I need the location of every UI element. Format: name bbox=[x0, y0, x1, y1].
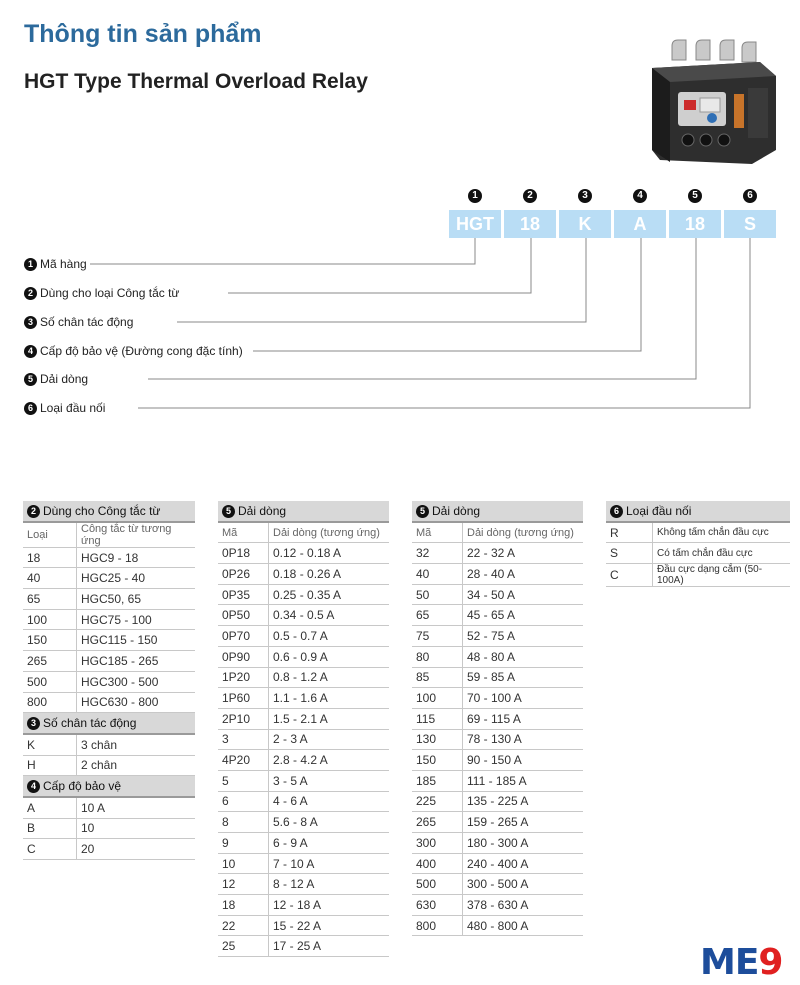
column-header: Mã bbox=[218, 522, 269, 543]
code-cell: 50 bbox=[412, 584, 463, 605]
code-cell: 65 bbox=[412, 605, 463, 626]
table-row bbox=[412, 770, 583, 791]
table-row bbox=[412, 667, 583, 688]
table-row bbox=[606, 522, 790, 543]
column-headers bbox=[412, 522, 583, 543]
code-box-series: HGT bbox=[449, 210, 501, 238]
code-segment-2 bbox=[504, 185, 556, 238]
table-header bbox=[23, 501, 195, 522]
code-cell: 40 bbox=[412, 564, 463, 585]
code-cell: 4P20 bbox=[218, 750, 269, 771]
value-cell: 159 - 265 A bbox=[463, 812, 584, 833]
section-badge: 3 bbox=[27, 717, 40, 730]
code-cell: C bbox=[23, 839, 77, 860]
value-cell: 34 - 50 A bbox=[463, 584, 584, 605]
table-row bbox=[412, 646, 583, 667]
table-row bbox=[412, 564, 583, 585]
value-cell: 15 - 22 A bbox=[269, 915, 390, 936]
legend-item-6 bbox=[24, 401, 105, 415]
table-row bbox=[412, 729, 583, 750]
code-cell: 0P90 bbox=[218, 646, 269, 667]
value-cell: 52 - 75 A bbox=[463, 626, 584, 647]
code-cell: 150 bbox=[412, 750, 463, 771]
value-cell: 17 - 25 A bbox=[269, 936, 390, 957]
code-cell: 25 bbox=[218, 936, 269, 957]
code-box-protection: A bbox=[614, 210, 666, 238]
code-cell: 1P20 bbox=[218, 667, 269, 688]
code-cell: 100 bbox=[412, 688, 463, 709]
section-badge: 2 bbox=[27, 505, 40, 518]
code-cell: A bbox=[23, 797, 77, 818]
legend-item-4 bbox=[24, 344, 243, 358]
badge-1: 1 bbox=[468, 189, 482, 203]
value-cell: 7 - 10 A bbox=[269, 853, 390, 874]
badge-5: 5 bbox=[688, 189, 702, 203]
code-cell: 0P50 bbox=[218, 605, 269, 626]
value-cell: HGC9 - 18 bbox=[77, 547, 196, 568]
code-cell: 12 bbox=[218, 874, 269, 895]
value-cell: 180 - 300 A bbox=[463, 833, 584, 854]
code-cell: 85 bbox=[412, 667, 463, 688]
legend-item-1 bbox=[24, 257, 87, 271]
table-row bbox=[218, 833, 389, 854]
table-row bbox=[412, 915, 583, 936]
value-cell: 135 - 225 A bbox=[463, 791, 584, 812]
code-cell: 8 bbox=[218, 812, 269, 833]
legend-item-3 bbox=[24, 315, 133, 329]
value-cell: 2 chân bbox=[77, 755, 196, 776]
code-cell: 22 bbox=[218, 915, 269, 936]
code-cell: 500 bbox=[23, 671, 77, 692]
value-cell: 4 - 6 A bbox=[269, 791, 390, 812]
value-cell: Đầu cực dạng cắm (50-100A) bbox=[653, 564, 791, 587]
code-cell: 225 bbox=[412, 791, 463, 812]
section-title: Dải dòng bbox=[432, 503, 481, 518]
code-cell: R bbox=[606, 522, 653, 543]
code-cell: 1P60 bbox=[218, 688, 269, 709]
code-cell: 18 bbox=[218, 895, 269, 916]
badge-2: 2 bbox=[523, 189, 537, 203]
column-header: Công tắc từ tương ứng bbox=[77, 522, 196, 548]
table-row bbox=[218, 812, 389, 833]
range-table-1 bbox=[218, 501, 389, 957]
value-cell: 1.1 - 1.6 A bbox=[269, 688, 390, 709]
column-header: Dải dòng (tương ứng) bbox=[463, 522, 584, 543]
table-row bbox=[606, 543, 790, 564]
code-segment-3 bbox=[559, 185, 611, 238]
legend-item-2 bbox=[24, 286, 179, 300]
code-cell: 0P26 bbox=[218, 564, 269, 585]
legend-label: Loại đầu nối bbox=[40, 401, 106, 415]
value-cell: 69 - 115 A bbox=[463, 708, 584, 729]
value-cell: 0.18 - 0.26 A bbox=[269, 564, 390, 585]
legend-badge: 4 bbox=[24, 345, 37, 358]
value-cell: 59 - 85 A bbox=[463, 667, 584, 688]
code-cell: 115 bbox=[412, 708, 463, 729]
table-row bbox=[23, 839, 195, 860]
value-cell: 28 - 40 A bbox=[463, 564, 584, 585]
code-cell: 100 bbox=[23, 609, 77, 630]
table-row bbox=[412, 791, 583, 812]
value-cell: HGC75 - 100 bbox=[77, 609, 196, 630]
value-cell: 10 bbox=[77, 818, 196, 839]
table-row bbox=[412, 833, 583, 854]
value-cell: 2.8 - 4.2 A bbox=[269, 750, 390, 771]
table-row bbox=[606, 564, 790, 587]
table-row bbox=[23, 568, 195, 589]
table-row bbox=[23, 755, 195, 776]
table-row bbox=[412, 543, 583, 564]
table-row bbox=[218, 626, 389, 647]
range-table-2 bbox=[412, 501, 583, 936]
code-segment-5 bbox=[669, 185, 721, 238]
table-row bbox=[412, 708, 583, 729]
table-row bbox=[412, 688, 583, 709]
table-row bbox=[218, 791, 389, 812]
code-box-range: 18 bbox=[669, 210, 721, 238]
value-cell: HGC185 - 265 bbox=[77, 651, 196, 672]
value-cell: HGC50, 65 bbox=[77, 589, 196, 610]
code-cell: 10 bbox=[218, 853, 269, 874]
table-row bbox=[412, 895, 583, 916]
value-cell: HGC25 - 40 bbox=[77, 568, 196, 589]
table-row bbox=[218, 895, 389, 916]
code-cell: 800 bbox=[23, 692, 77, 713]
table-row bbox=[23, 671, 195, 692]
code-cell: 3 bbox=[218, 729, 269, 750]
column-header: Mã bbox=[412, 522, 463, 543]
legend-badge: 2 bbox=[24, 287, 37, 300]
value-cell: 0.34 - 0.5 A bbox=[269, 605, 390, 626]
value-cell: 78 - 130 A bbox=[463, 729, 584, 750]
table-header bbox=[606, 501, 790, 522]
table-row bbox=[23, 630, 195, 651]
code-cell: 185 bbox=[412, 770, 463, 791]
code-cell: 0P35 bbox=[218, 584, 269, 605]
legend-label: Mã hàng bbox=[40, 257, 87, 271]
section-title: Dùng cho Công tắc từ bbox=[43, 503, 161, 518]
column-header: Dải dòng (tương ứng) bbox=[269, 522, 390, 543]
value-cell: 6 - 9 A bbox=[269, 833, 390, 854]
terminal-table bbox=[606, 501, 790, 587]
code-segment-4 bbox=[614, 185, 666, 238]
code-cell: 9 bbox=[218, 833, 269, 854]
code-box-terminal: S bbox=[724, 210, 776, 238]
section-badge: 4 bbox=[27, 780, 40, 793]
code-cell: 5 bbox=[218, 770, 269, 791]
value-cell: 378 - 630 A bbox=[463, 895, 584, 916]
badge-6: 6 bbox=[743, 189, 757, 203]
code-cell: 800 bbox=[412, 915, 463, 936]
code-cell: 400 bbox=[412, 853, 463, 874]
table-row bbox=[218, 853, 389, 874]
table-row bbox=[218, 688, 389, 709]
value-cell: 3 chân bbox=[77, 734, 196, 755]
legend-label: Dùng cho loại Công tắc từ bbox=[40, 286, 180, 300]
section-title: Số chân tác động bbox=[43, 716, 137, 731]
table-row bbox=[23, 651, 195, 672]
table-row bbox=[218, 915, 389, 936]
model-code bbox=[449, 185, 779, 237]
table-row bbox=[218, 708, 389, 729]
value-cell: HGC300 - 500 bbox=[77, 671, 196, 692]
column-header: Loại bbox=[23, 522, 77, 548]
value-cell: 20 bbox=[77, 839, 196, 860]
legend-item-5 bbox=[24, 372, 88, 386]
code-cell: S bbox=[606, 543, 653, 564]
code-cell: 2P10 bbox=[218, 708, 269, 729]
value-cell: 0.25 - 0.35 A bbox=[269, 584, 390, 605]
code-cell: H bbox=[23, 755, 77, 776]
table-row bbox=[218, 667, 389, 688]
table-row bbox=[218, 605, 389, 626]
code-segment-6 bbox=[724, 185, 776, 238]
code-cell: 0P70 bbox=[218, 626, 269, 647]
table-header bbox=[218, 501, 389, 522]
table-header bbox=[23, 713, 195, 734]
contactor-table bbox=[23, 501, 195, 860]
value-cell: 12 - 18 A bbox=[269, 895, 390, 916]
section-badge: 5 bbox=[416, 505, 429, 518]
section-title: Dải dòng bbox=[238, 503, 287, 518]
value-cell: 8 - 12 A bbox=[269, 874, 390, 895]
me9-logo: ME9 bbox=[700, 942, 783, 983]
badge-4: 4 bbox=[633, 189, 647, 203]
code-cell: 80 bbox=[412, 646, 463, 667]
table-row bbox=[218, 770, 389, 791]
value-cell: 1.5 - 2.1 A bbox=[269, 708, 390, 729]
legend-label: Số chân tác động bbox=[40, 315, 134, 329]
table-header bbox=[23, 776, 195, 797]
table-row bbox=[23, 818, 195, 839]
table-row bbox=[23, 547, 195, 568]
value-cell: 5.6 - 8 A bbox=[269, 812, 390, 833]
legend-badge: 3 bbox=[24, 316, 37, 329]
code-cell: 6 bbox=[218, 791, 269, 812]
table-row bbox=[218, 564, 389, 585]
legend-label: Dải dòng bbox=[40, 372, 89, 386]
section-badge: 6 bbox=[610, 505, 623, 518]
code-cell: 75 bbox=[412, 626, 463, 647]
value-cell: 10 A bbox=[77, 797, 196, 818]
column-headers bbox=[218, 522, 389, 543]
value-cell: 240 - 400 A bbox=[463, 853, 584, 874]
code-cell: 265 bbox=[23, 651, 77, 672]
code-cell: 265 bbox=[412, 812, 463, 833]
legend-badge: 1 bbox=[24, 258, 37, 271]
column-headers bbox=[23, 522, 195, 548]
code-cell: 18 bbox=[23, 547, 77, 568]
value-cell: 2 - 3 A bbox=[269, 729, 390, 750]
code-cell: C bbox=[606, 564, 653, 587]
value-cell: HGC630 - 800 bbox=[77, 692, 196, 713]
code-cell: 630 bbox=[412, 895, 463, 916]
value-cell: 22 - 32 A bbox=[463, 543, 584, 564]
table-row bbox=[23, 734, 195, 755]
table-row bbox=[218, 936, 389, 957]
code-box-pins: K bbox=[559, 210, 611, 238]
table-row bbox=[218, 543, 389, 564]
value-cell: 48 - 80 A bbox=[463, 646, 584, 667]
code-cell: B bbox=[23, 818, 77, 839]
code-cell: 0P18 bbox=[218, 543, 269, 564]
table-row bbox=[23, 692, 195, 713]
value-cell: 0.8 - 1.2 A bbox=[269, 667, 390, 688]
value-cell: 90 - 150 A bbox=[463, 750, 584, 771]
code-box-contactor: 18 bbox=[504, 210, 556, 238]
table-row bbox=[218, 646, 389, 667]
table-row bbox=[412, 812, 583, 833]
value-cell: 70 - 100 A bbox=[463, 688, 584, 709]
code-cell: 130 bbox=[412, 729, 463, 750]
code-segment-1 bbox=[449, 185, 501, 238]
table-row bbox=[412, 605, 583, 626]
legend-badge: 5 bbox=[24, 373, 37, 386]
table-header bbox=[412, 501, 583, 522]
code-cell: K bbox=[23, 734, 77, 755]
table-row bbox=[23, 609, 195, 630]
table-row bbox=[23, 797, 195, 818]
table-row bbox=[218, 729, 389, 750]
value-cell: Không tấm chắn đầu cực bbox=[653, 522, 791, 543]
table-row bbox=[23, 589, 195, 610]
code-cell: 500 bbox=[412, 874, 463, 895]
page-title: Thông tin sản phẩm bbox=[24, 20, 262, 48]
badge-3: 3 bbox=[578, 189, 592, 203]
table-row bbox=[412, 853, 583, 874]
code-cell: 65 bbox=[23, 589, 77, 610]
section-title: Loại đầu nối bbox=[626, 503, 692, 518]
value-cell: 480 - 800 A bbox=[463, 915, 584, 936]
value-cell: 3 - 5 A bbox=[269, 770, 390, 791]
section-badge: 5 bbox=[222, 505, 235, 518]
section-title: Cấp độ bảo vệ bbox=[43, 779, 122, 794]
value-cell: Có tấm chắn đầu cực bbox=[653, 543, 791, 564]
table-row bbox=[412, 584, 583, 605]
value-cell: 45 - 65 A bbox=[463, 605, 584, 626]
code-cell: 40 bbox=[23, 568, 77, 589]
legend-label: Cấp độ bảo vệ (Đường cong đặc tính) bbox=[40, 344, 243, 358]
table-row bbox=[412, 626, 583, 647]
value-cell: HGC115 - 150 bbox=[77, 630, 196, 651]
table-row bbox=[412, 874, 583, 895]
table-row bbox=[218, 874, 389, 895]
code-cell: 32 bbox=[412, 543, 463, 564]
value-cell: 0.6 - 0.9 A bbox=[269, 646, 390, 667]
code-cell: 300 bbox=[412, 833, 463, 854]
legend-badge: 6 bbox=[24, 402, 37, 415]
table-row bbox=[218, 750, 389, 771]
page-subtitle: HGT Type Thermal Overload Relay bbox=[24, 70, 368, 93]
value-cell: 0.5 - 0.7 A bbox=[269, 626, 390, 647]
code-cell: 150 bbox=[23, 630, 77, 651]
table-row bbox=[412, 750, 583, 771]
table-row bbox=[218, 584, 389, 605]
value-cell: 0.12 - 0.18 A bbox=[269, 543, 390, 564]
value-cell: 300 - 500 A bbox=[463, 874, 584, 895]
value-cell: 111 - 185 A bbox=[463, 770, 584, 791]
